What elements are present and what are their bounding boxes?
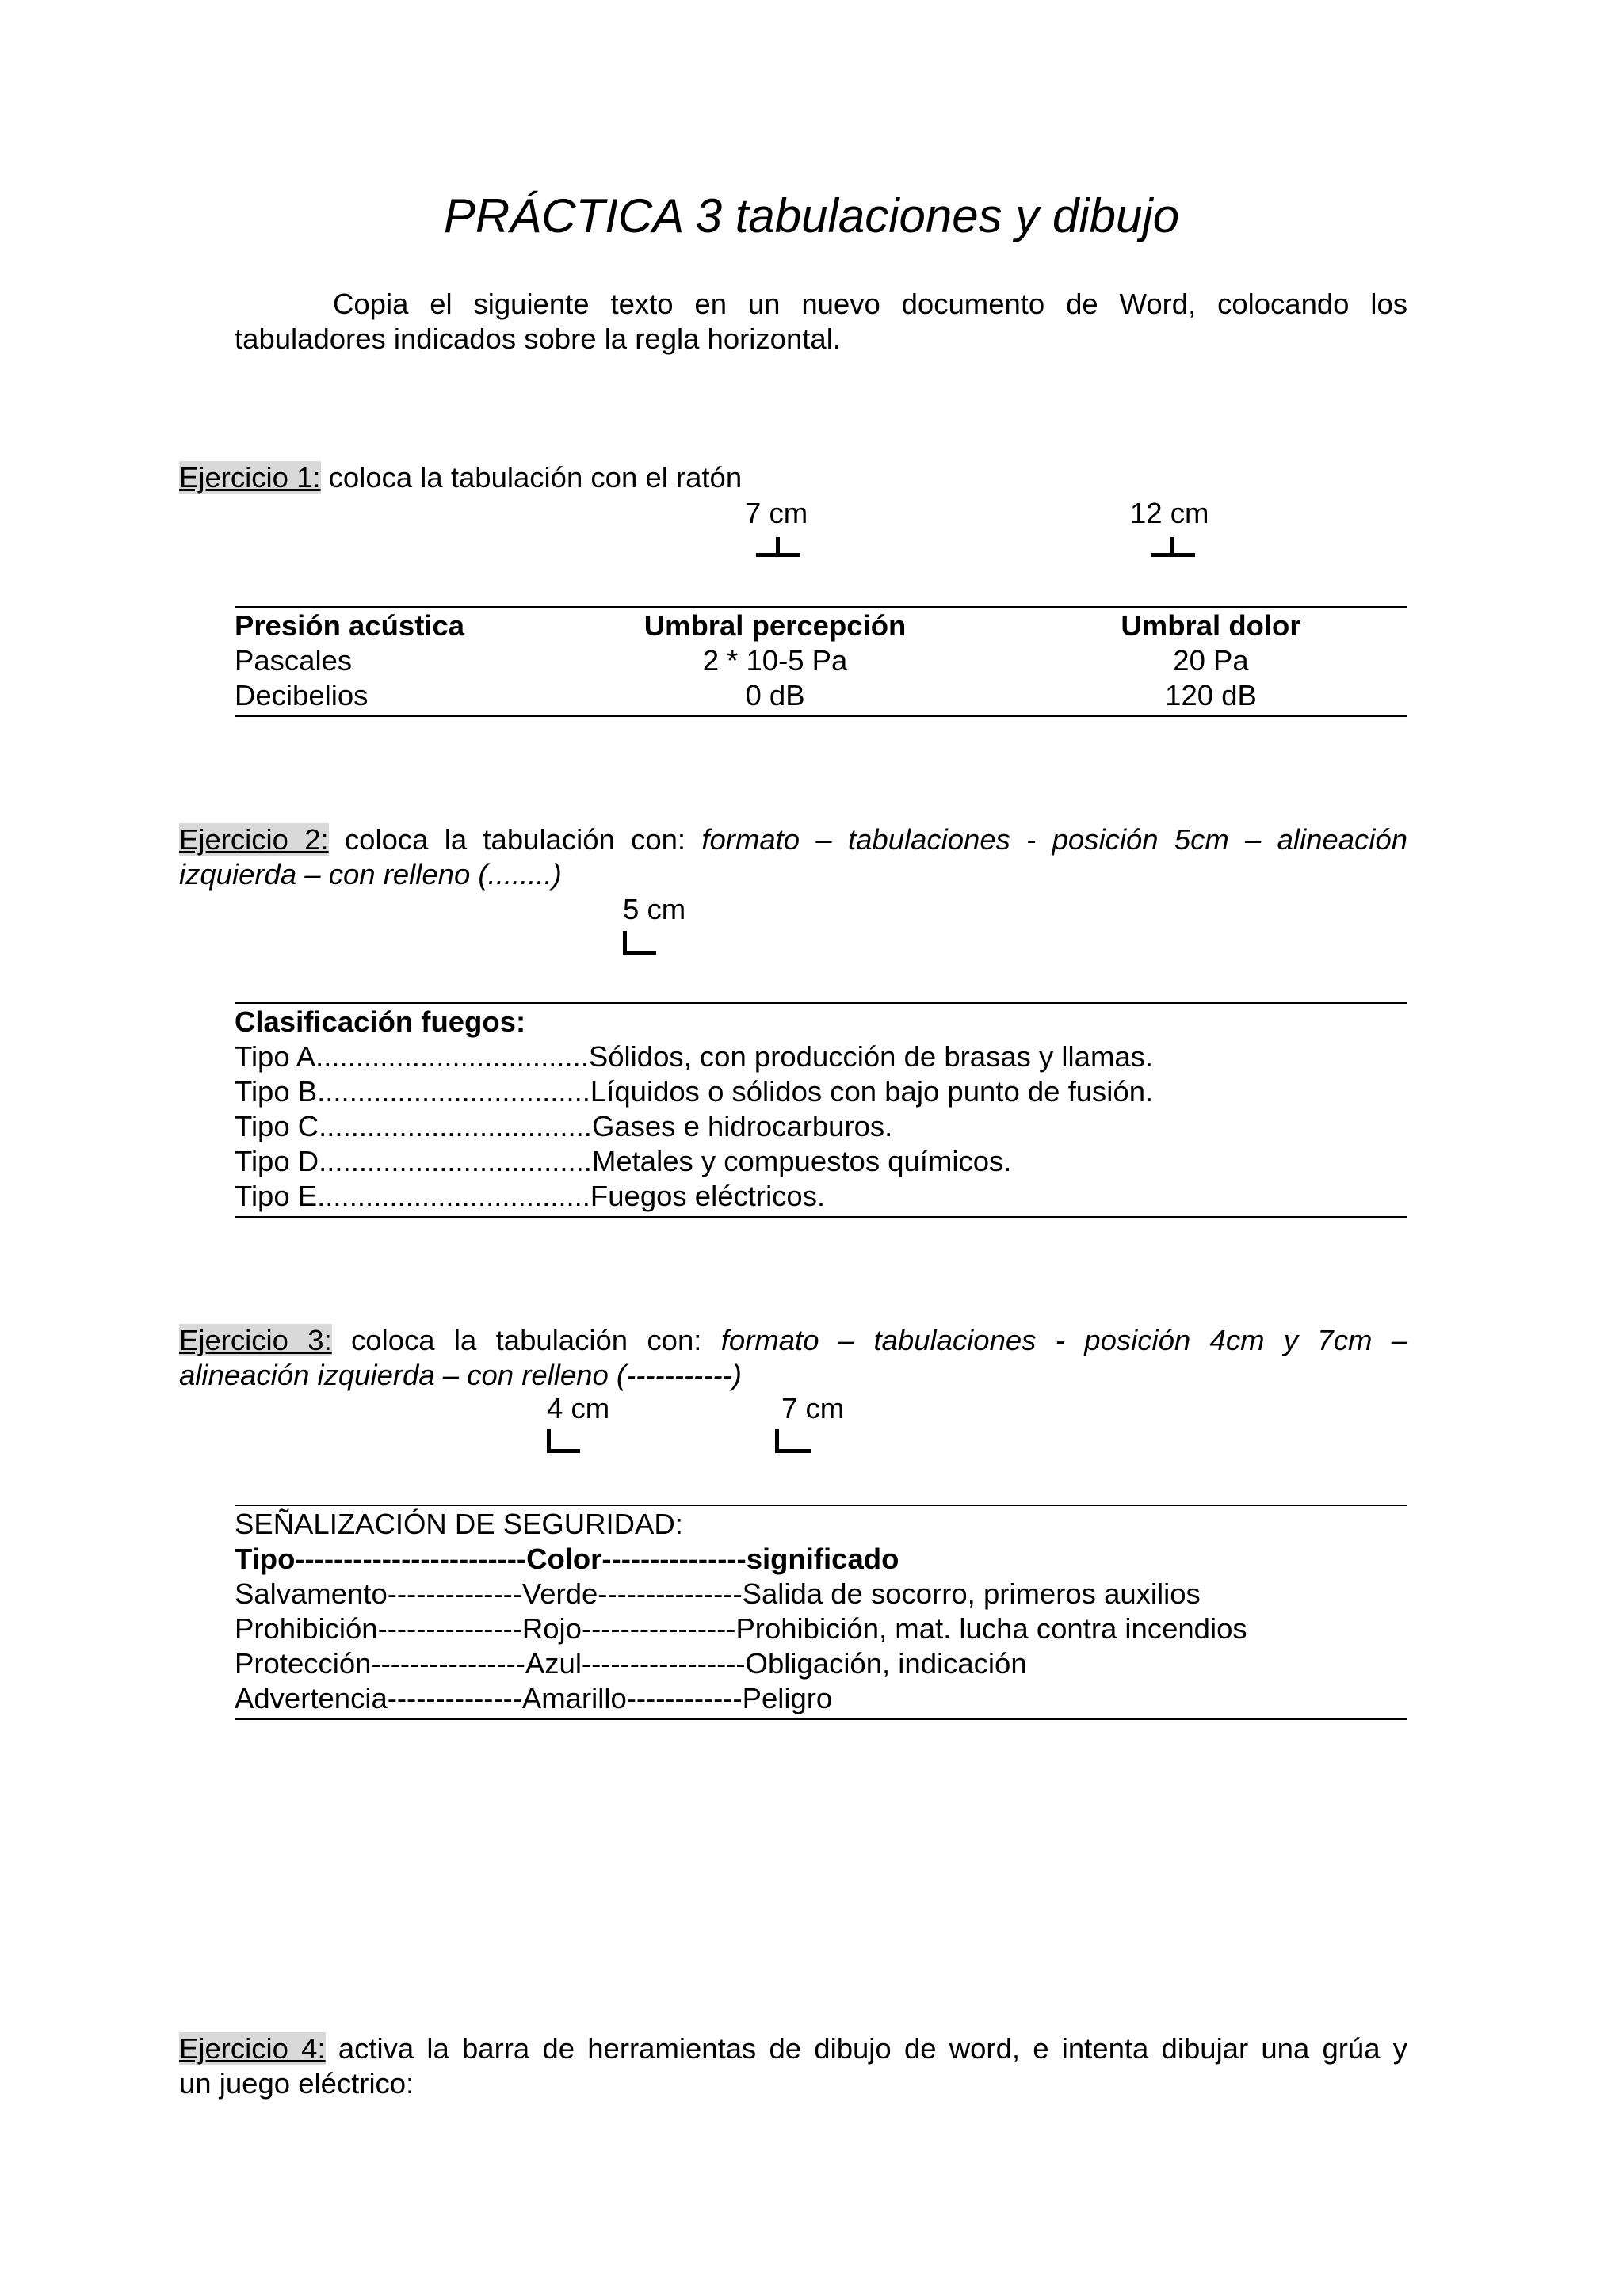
list-item: Tipo D..................................Metales y compuestos químicos. [235, 1145, 1012, 1177]
table-row [235, 678, 1407, 713]
exercise-3-text: coloca la tabulación con: [331, 1324, 721, 1356]
table-row [235, 643, 1407, 678]
header-cell: Presión acústica [235, 609, 465, 642]
tab-marker-7cm-label: 7 cm [745, 497, 808, 529]
table-header-row: Tipo------------------------Color---------------significado [235, 1543, 899, 1575]
list-heading: Clasificación fuegos: [235, 1005, 526, 1038]
header-cell: Umbral percepción [643, 609, 907, 642]
center-tab-icon [756, 537, 800, 558]
left-tab-icon [775, 1429, 812, 1453]
table-cell: 20 Pa [1173, 644, 1249, 677]
exercise-4-text: activa la barra de herramientas de dibujo de word, e intenta dibujar una grúa y [325, 2032, 1407, 2065]
table-top-rule [235, 606, 1407, 608]
exercise-3-italic-text: formato – tabulaciones - posición 4cm y 7cm – [720, 1324, 1408, 1356]
list-top-rule [235, 1002, 1407, 1004]
exercise-1-label: Ejercicio 1: [179, 461, 321, 494]
exercise-3-instruction [179, 1323, 1407, 1358]
exercise-4-line2: un juego eléctrico: [179, 2067, 414, 2100]
exercise-2-italic-text: formato – tabulaciones - posición 5cm – alineación [701, 823, 1407, 856]
list-item: Tipo A..................................Sólidos, con producción de brasas y llamas. [235, 1040, 1154, 1073]
table-row: Prohibición---------------Rojo----------------Prohibición, mat. lucha contra incendios [235, 1612, 1247, 1645]
table-bottom-rule [235, 1718, 1407, 1720]
exercise-2-text: coloca la tabulación con: [328, 823, 702, 856]
table-cell: Decibelios [235, 679, 369, 711]
exercise-2-instruction [179, 822, 1407, 857]
intro-paragraph: Copia el siguiente texto en un nuevo documento de Word, colocando los tabuladores indicados sobre la regla horizontal. [235, 288, 1407, 355]
exercise-1-text: coloca la tabulación con el ratón [320, 461, 743, 494]
table-cell: 2 * 10-5 Pa [702, 644, 848, 677]
tab-marker-5cm-label: 5 cm [623, 893, 686, 925]
exercise-2-line2: izquierda – con relleno (........) [179, 858, 562, 891]
table-top-rule [235, 1505, 1407, 1506]
page-title: PRÁCTICA 3 tabulaciones y dibujo [443, 189, 1180, 242]
list-bottom-rule [235, 1216, 1407, 1218]
table-header-row [235, 608, 1407, 643]
exercise-2-label: Ejercicio 2: [179, 823, 329, 856]
exercise-3-line2: alineación izquierda – con relleno (-----------) [179, 1359, 742, 1391]
header-cell: Umbral dolor [1121, 609, 1301, 642]
table-row: Protección----------------Azul-----------------Obligación, indicación [235, 1647, 1027, 1680]
table-bottom-rule [235, 715, 1407, 717]
table-row: Advertencia--------------Amarillo------------Peligro [235, 1682, 833, 1714]
left-tab-icon [623, 931, 656, 955]
table-heading: SEÑALIZACIÓN DE SEGURIDAD: [235, 1508, 683, 1540]
tab-marker-4cm-label: 4 cm [547, 1392, 610, 1425]
exercise-3-label: Ejercicio 3: [179, 1324, 332, 1356]
tab-marker-12cm-label: 12 cm [1130, 497, 1209, 529]
center-tab-icon [1151, 537, 1195, 558]
left-tab-icon [547, 1429, 580, 1453]
list-item: Tipo E..................................Fuegos eléctricos. [235, 1180, 826, 1212]
exercise-1-instruction [179, 460, 742, 495]
exercise-4-instruction [179, 2031, 1407, 2066]
table-cell: 120 dB [1165, 679, 1257, 711]
list-item: Tipo B..................................Líquidos o sólidos con bajo punto de fusión. [235, 1075, 1154, 1108]
table-row: Salvamento--------------Verde---------------Salida de socorro, primeros auxilios [235, 1577, 1201, 1610]
list-item: Tipo C..................................Gases e hidrocarburos. [235, 1110, 893, 1142]
table-cell: 0 dB [745, 679, 805, 711]
tab-marker-7cm-label: 7 cm [781, 1392, 845, 1425]
exercise-4-label: Ejercicio 4: [179, 2032, 326, 2065]
table-cell: Pascales [235, 644, 353, 677]
